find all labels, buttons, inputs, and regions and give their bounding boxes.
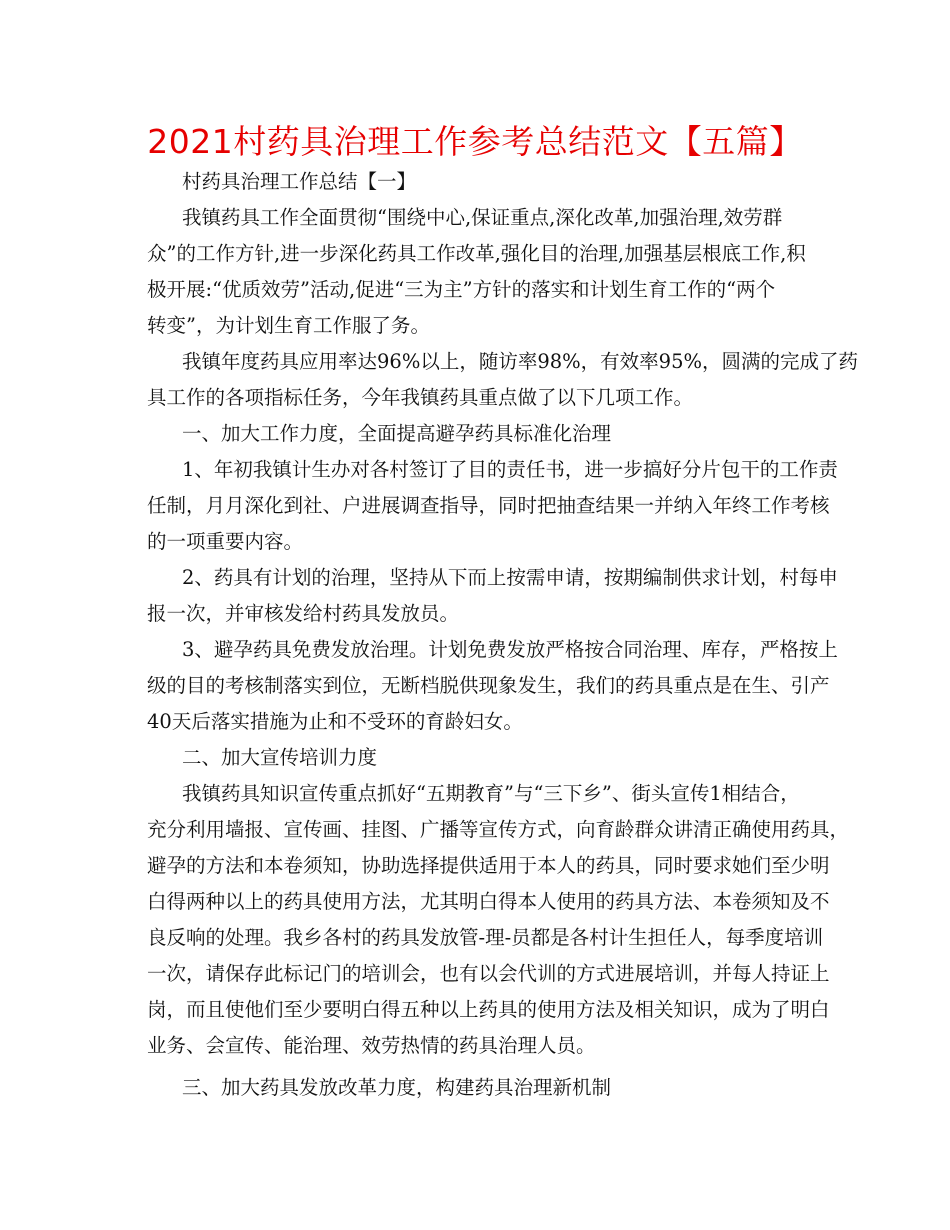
document-title: 2021村药具治理工作参考总结范文【五篇】 — [147, 122, 803, 161]
paragraph-line: 我镇药具知识宣传重点抓好“五期教育”与“三下乡”、街头宣传1相结合， — [182, 782, 800, 805]
paragraph-line: 充分利用墙报、宣传画、挂图、广播等宣传方式，向育龄群众讲清正确使用药具， — [147, 818, 850, 841]
paragraph-line: 我镇年度药具应用率达96%以上，随访率98%，有效率95%，圆满的完成了药 — [182, 350, 859, 373]
paragraph-line: 3、避孕药具免费发放治理。计划免费发放严格按合同治理、库存，严格按上 — [182, 638, 838, 661]
paragraph-line: 2、药具有计划的治理，坚持从下而上按需申请，按期编制供求计划，村每申 — [182, 566, 838, 589]
paragraph-line: 岗，而且使他们至少要明白得五种以上药具的使用方法及相关知识，成为了明白 — [147, 998, 830, 1021]
section-heading: 三、加大药具发放改革力度，构建药具治理新机制 — [182, 1076, 612, 1099]
paragraph-line: 业务、会宣传、能治理、效劳热情的药具治理人员。 — [147, 1034, 596, 1057]
paragraph-line: 级的目的考核制落实到位，无断档脱供现象发生，我们的药具重点是在生、引产 — [147, 674, 830, 697]
paragraph-line: 一次，请保存此标记门的培训会，也有以会代训的方式进展培训，并每人持证上 — [147, 962, 830, 985]
section-heading: 二、加大宣传培训力度 — [182, 746, 378, 769]
paragraph-line: 报一次，并审核发给村药具发放员。 — [147, 602, 460, 625]
paragraph-line: 具工作的各项指标任务，今年我镇药具重点做了以下几项工作。 — [147, 386, 694, 409]
paragraph-line: 1、年初我镇计生办对各村签订了目的责任书，进一步搞好分片包干的工作责 — [182, 458, 838, 481]
paragraph-line: 转变”，为计划生育工作服了务。 — [147, 314, 430, 337]
paragraph-line: 任制，月月深化到社、户进展调查指导，同时把抽查结果一并纳入年终工作考核 — [147, 494, 830, 517]
paragraph-line: 极开展:“优质效劳”活动,促进“三为主”方针的落实和计划生育工作的“两个 — [147, 278, 776, 301]
paragraph-line: 白得两种以上的药具使用方法，尤其明白得本人使用的药具方法、本卷须知及不 — [147, 890, 830, 913]
paragraph-line: 避孕的方法和本卷须知，协助选择提供适用于本人的药具，同时要求她们至少明 — [147, 854, 830, 877]
section-heading: 村药具治理工作总结【一】 — [182, 170, 417, 193]
paragraph-line: 40天后落实措施为止和不受环的育龄妇女。 — [147, 710, 523, 733]
paragraph-line: 的一项重要内容。 — [147, 530, 304, 553]
section-heading: 一、加大工作力度，全面提高避孕药具标准化治理 — [182, 422, 612, 445]
paragraph-line: 众”的工作方针,进一步深化药具工作改革,强化目的治理,加强基层根底工作,积 — [147, 242, 806, 265]
paragraph-line: 我镇药具工作全面贯彻“围绕中心,保证重点,深化改革,加强治理,效劳群 — [182, 206, 783, 229]
paragraph-line: 良反响的处理。我乡各村的药具发放管-理-员都是各村计生担任人，每季度培训 — [147, 926, 824, 949]
